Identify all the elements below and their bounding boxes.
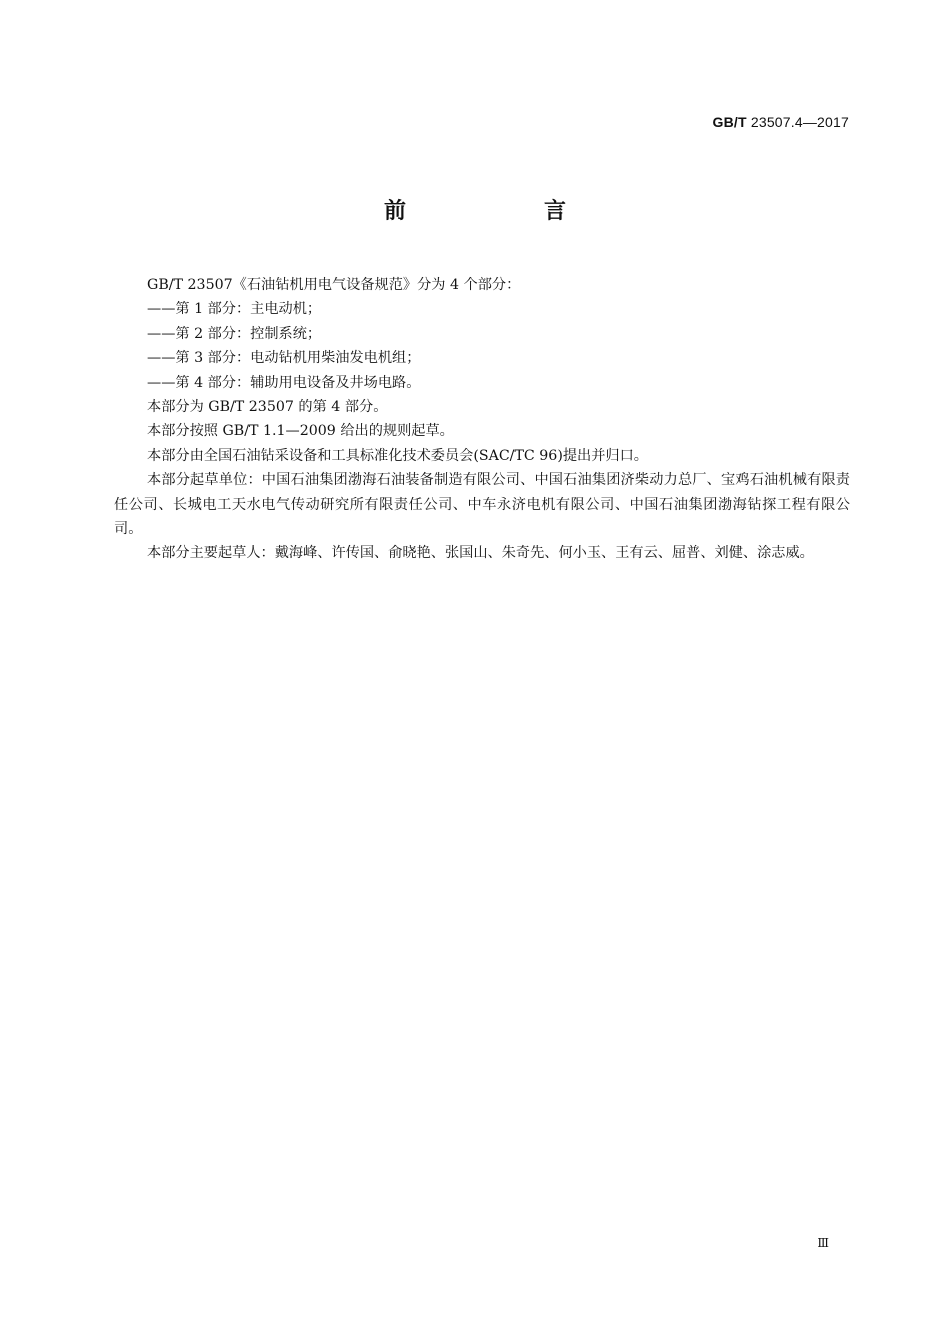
- list-item: ——第 1 部分：主电动机；: [147, 301, 322, 318]
- paragraph: 本部分由全国石油钻采设备和工具标准化技术委员会(SAC/TC 96)提出并归口。: [147, 447, 648, 464]
- foreword-body: [114, 273, 850, 566]
- list-item: ——第 4 部分：辅助用电设备及井场电路。: [147, 374, 421, 391]
- paragraph: 本部分按照 GB/T 1.1—2009 给出的规则起草。: [147, 423, 454, 440]
- list-item: ——第 2 部分：控制系统；: [147, 325, 322, 342]
- paragraph: GB/T 23507《石油钻机用电气设备规范》分为 4 个部分：: [147, 277, 521, 293]
- standard-prefix: GB/T: [712, 114, 747, 130]
- paragraph: 本部分为 GB/T 23507 的第 4 部分。: [147, 399, 388, 416]
- standard-code: [713, 114, 850, 130]
- paragraph: 本部分起草单位：中国石油集团渤海石油装备制造有限公司、中国石油集团济柴动力总厂、宝鸡石油机械有限责任公司、长城电工天水电气传动研究所有限责任公司、中车永济电机有限公司、中国石油集团渤海钻探工程有限公司。: [114, 472, 850, 538]
- page-number: Ⅲ: [817, 1236, 829, 1250]
- page-title: 前 言: [383, 199, 624, 224]
- standard-number: 23507.4—2017: [750, 114, 849, 130]
- paragraph: 本部分主要起草人：戴海峰、许传国、俞晓艳、张国山、朱奇先、何小玉、王有云、屈普、刘健、涂志威。: [147, 545, 814, 562]
- list-item: ——第 3 部分：电动钻机用柴油发电机组；: [147, 350, 421, 367]
